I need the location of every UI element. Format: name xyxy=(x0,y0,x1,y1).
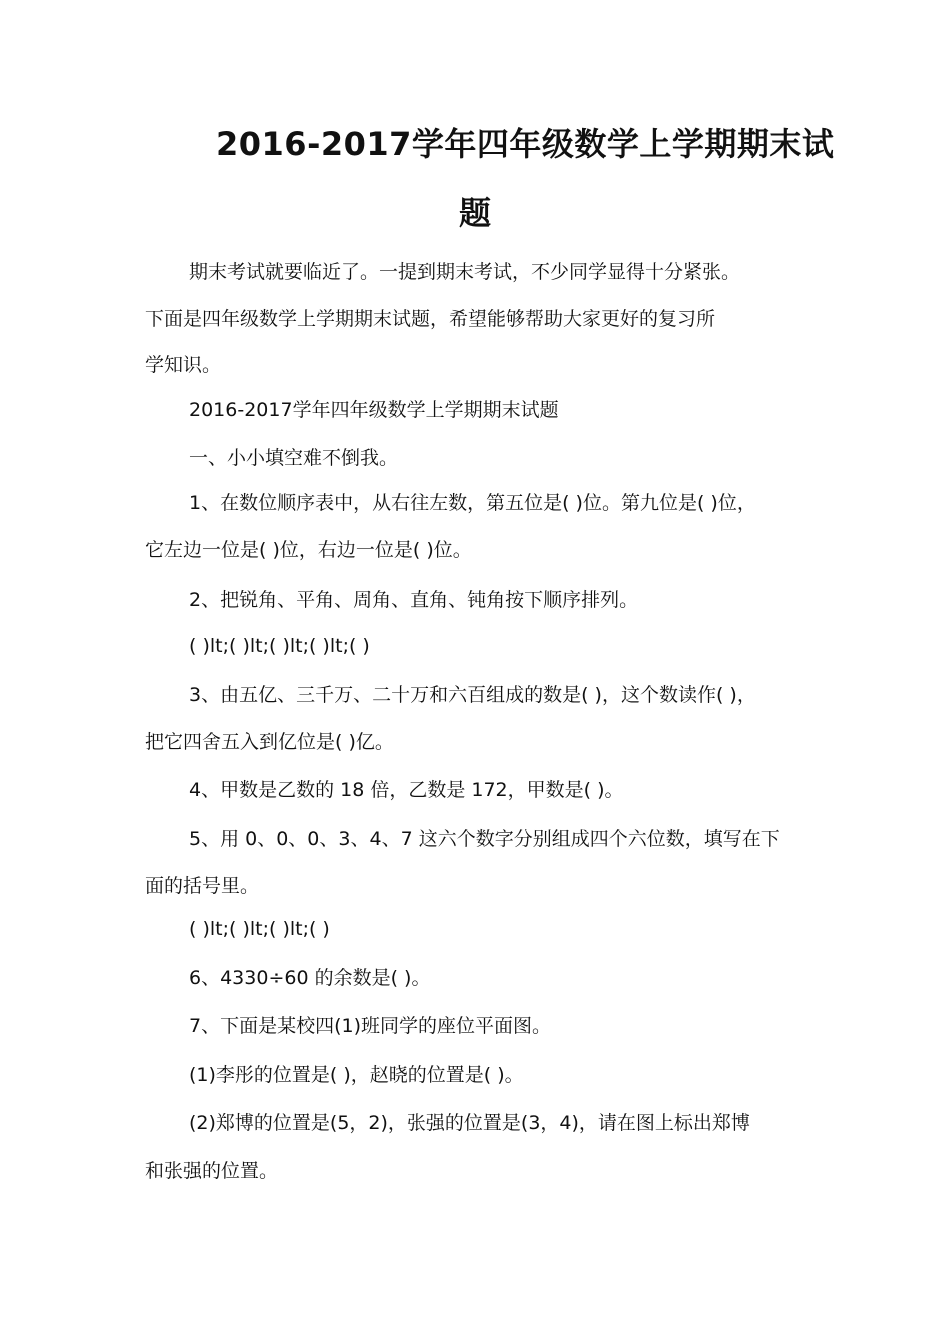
question-6: 6、4330÷60 的余数是( )。 xyxy=(189,967,431,989)
question-1-line-1: 1、在数位顺序表中，从右往左数，第五位是( )位。第九位是( )位， xyxy=(189,492,756,514)
document-title-line-2: 题 xyxy=(459,194,492,232)
question-7-part-1: (1)李彤的位置是( )，赵晓的位置是( )。 xyxy=(189,1064,524,1086)
question-2-blanks: ( )lt;( )lt;( )lt;( )lt;( ) xyxy=(189,635,370,657)
question-7: 7、下面是某校四(1)班同学的座位平面图。 xyxy=(189,1015,552,1037)
exam-subtitle: 2016-2017学年四年级数学上学期期末试题 xyxy=(189,399,559,421)
intro-paragraph-line-2: 下面是四年级数学上学期期末试题，希望能够帮助大家更好的复习所 xyxy=(145,308,716,330)
question-4: 4、甲数是乙数的 18 倍，乙数是 172，甲数是( )。 xyxy=(189,779,624,801)
question-2: 2、把锐角、平角、周角、直角、钝角按下顺序排列。 xyxy=(189,589,639,611)
question-5-line-1: 5、用 0、0、0、3、4、7 这六个数字分别组成四个六位数，填写在下 xyxy=(189,828,780,850)
question-7-part-2-line-2: 和张强的位置。 xyxy=(145,1160,279,1182)
document-title-line-1: 2016-2017学年四年级数学上学期期末试 xyxy=(216,125,835,163)
question-5-blanks: ( )lt;( )lt;( )lt;( ) xyxy=(189,918,330,940)
intro-paragraph-line-3: 学知识。 xyxy=(145,354,222,376)
question-3-line-2: 把它四舍五入到亿位是( )亿。 xyxy=(145,731,394,753)
question-5-line-2: 面的括号里。 xyxy=(145,875,260,897)
question-1-line-2: 它左边一位是( )位，右边一位是( )位。 xyxy=(145,539,472,561)
question-3-line-1: 3、由五亿、三千万、二十万和六百组成的数是( )，这个数读作( )， xyxy=(189,684,756,706)
question-7-part-2-line-1: (2)郑博的位置是(5，2)，张强的位置是(3，4)，请在图上标出郑博 xyxy=(189,1112,750,1134)
section-heading-1: 一、小小填空难不倒我。 xyxy=(189,447,399,469)
intro-paragraph-line-1: 期末考试就要临近了。一提到期末考试，不少同学显得十分紧张。 xyxy=(189,261,741,283)
